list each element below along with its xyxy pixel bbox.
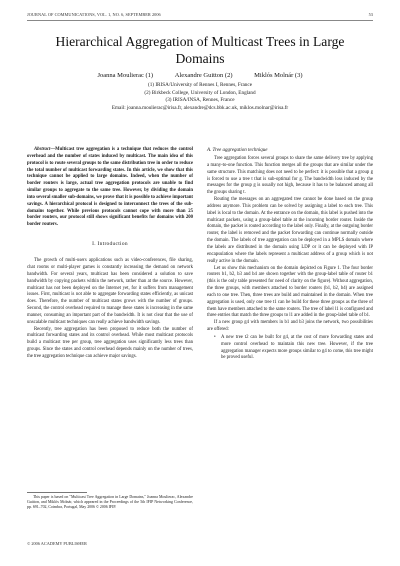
paragraph: Recently, tree aggregation has been proposed to reduce both the number of multicast forwarding states and its control overhead. While most multicast protocols build a multicast tree per group, tree aggregation uses significantly less trees than groups. Since the states and control overhead depends mainly on the number of trees, the tree aggregation technique can achieve major savings. bbox=[27, 326, 193, 359]
journal-name: JOURNAL OF COMMUNICATIONS, VOL. 1, NO. 6, SEPTEMBER 2006 bbox=[27, 12, 161, 17]
copyright-notice: © 2006 ACADEMY PUBLISHER bbox=[27, 541, 87, 546]
list-item-text: A new tree t2 can be built for g4, at the cost of more forwarding states and more control overhead to maintain this new tree. However, if the tree aggregation manager expects more groups similar to g4 to come, this tree might be proved useful. bbox=[221, 334, 373, 361]
header-rule bbox=[27, 20, 373, 21]
author-list bbox=[30, 72, 370, 80]
bullet-list bbox=[213, 335, 373, 362]
paper-title: Hierarchical Aggregation of Multicast Trees in Large Domains bbox=[55, 34, 345, 66]
paragraph: Let us show this mechanism on the domain depicted on Figure 1. The four border routers b1, b2, b3 and b4 are shown together with the group-label table of router b1 (this is the only table presented for need of clarity on the figure). Without aggregation, the three groups, with members attached to border routers (b1, b2, b4) are assigned each to one tree. Then, three trees are build and maintained in the domain. When tree aggregation is used, only one tree t1 can be build for these three groups as the three of them have members attached to the same routers. The tree of label l1 is configured and three entries that match the three groups to l1 are added in the group-label table of b1. bbox=[207, 265, 373, 319]
paragraph: The growth of multi-users applications such as video-conferences, file sharing, chat rooms or multi-player games is constantly increasing the demand on network bandwidth. For several years, multicast has been considered a solution to save bandwidth by copying packets within the network, rather than at the source. However, multicast has not been deployed on the Internet yet, for it suffers from management issues. First, multicast is not able to aggregate forwarding states efficiently, as unicast does. Therefore, the number of multicast states grows with the number of groups. Second, the control overhead required to manage these states is increasing in the same manner, consuming an important part of the bandwidth. It is not clear that the use of unscalable multicast techniques can really achieve bandwidth savings. bbox=[27, 258, 193, 325]
paragraph: Tree aggregation forces several groups to share the same delivery tree by applying a many-to-one function. This function merges all the groups that are similar under the same structure. This matching does not need to be perfect: it is possible that a group g is forced to use a tree t that is sub-optimal for g. The bandwidth loss induced by the messages for the group g is usually not high, because it has to be balanced among all the groups sharing t. bbox=[207, 156, 373, 196]
abstract-label: Abstract bbox=[34, 147, 51, 152]
list-item bbox=[213, 335, 373, 362]
affiliation: (2) Birkbeck College, University of London, England bbox=[144, 89, 256, 96]
running-header bbox=[27, 12, 373, 20]
subsection-heading: A. Tree aggregation technique bbox=[207, 148, 268, 153]
abstract-text: —Multicast tree aggregation is a technique that reduces the control overhead and the number of states induced by multicast. The main idea of this protocol is to route several groups to the same distribution tree in order to reduce the total number of multicast forwarding states. In this article, we show that this technique cannot be applied to large domains. Indeed, when the number of border routers is large, actual tree aggregation protocols are unable to find similar groups to aggregate to the same tree. However, by dividing the domain into several smaller sub-domains, we prove that it is possible to achieve important savings. A hierarchical protocol is designed to interconnect the trees of the sub-domains together. While previous protocols cannot cope with more than 25 border routers, our protocol still shows significant benefits for domains with 200 border routers. bbox=[27, 147, 193, 228]
affiliation: (3) IRISA/INSA, Rennes, France bbox=[165, 97, 235, 104]
abstract bbox=[27, 147, 193, 229]
author-emails: Email: joanna.moulierac@irisa.fr, alexandre@dcs.bbk.ac.uk, miklos.molnar@irisa.fr bbox=[111, 104, 289, 111]
right-column bbox=[207, 147, 373, 362]
page-number: 53 bbox=[368, 12, 373, 17]
footnote: This paper is based on "Multicast Tree Aggregation in Large Domains," Joanna Moulierac, Alexandre Guitton, and Miklós Molnár, which appeared in the Proceedings of the 5th IFIP Networking Conference, pp. 691–702, Coimbra, Portugal, May 2006 © 2006 IFIP. bbox=[27, 495, 193, 510]
paragraph: If a new group g4 with members in b1 and b3 joins the network, two possibilities are offered: bbox=[207, 320, 373, 333]
author-name: Joanna Moulierac (1) bbox=[97, 72, 154, 79]
section-heading-introduction: I. Introduction bbox=[92, 241, 128, 248]
author-name: Miklós Molnár (3) bbox=[254, 72, 303, 79]
affiliation-list bbox=[30, 82, 370, 112]
affiliation: (1) IRISA/University of Rennes I, Rennes, France bbox=[147, 82, 253, 88]
footnote-rule bbox=[27, 492, 87, 493]
author-name: Alexandre Guitton (2) bbox=[174, 72, 233, 79]
bullet-icon: • bbox=[214, 334, 216, 340]
left-column bbox=[27, 147, 193, 361]
paragraph: Routing the messages on an aggregated tree cannot be done based on the group address anymore. This problem can be solved by assigning a label to each tree. This label is local to the domain. At the entrance on the domain, this label is pushed into the multicast packets, using a group-label table at the incoming border router. Inside the domain, the packet is routed according to the label only. Finally, at the outgoing border router, the label is removed and the packet forwarding can continue normally outside the domain. The labels of tree aggregation can be deployed in a MPLS domain where the labels are distributed in the domain using LDP or it can be deployed with IP encapsulation where the labels represent a multicast address of a group which is not really active in the domain. bbox=[207, 197, 373, 264]
